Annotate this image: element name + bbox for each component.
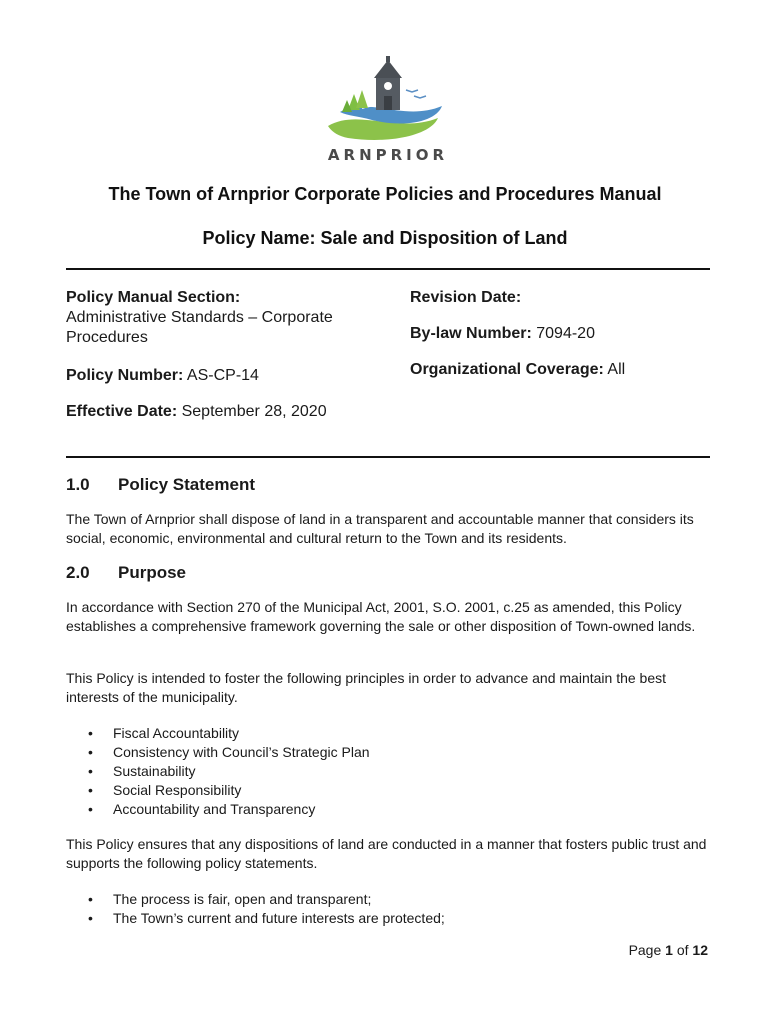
organizational-coverage — [410, 360, 625, 380]
policy-statement-paragraph: The Town of Arnprior shall dispose of land in a transparent and accountable manner that considers its social, economic, environmental and cultural return to the Town and its residents. — [66, 511, 694, 546]
bylaw-value: 7094-20 — [531, 325, 595, 342]
top-divider — [66, 268, 710, 270]
page-current: 1 — [665, 942, 673, 958]
list-item: • Accountability and Transparency — [88, 801, 316, 817]
revision-date — [410, 288, 521, 308]
list-item: • Fiscal Accountability — [88, 725, 240, 741]
policy-number-value: AS-CP-14 — [183, 367, 259, 384]
bullet-icon: • — [88, 910, 93, 926]
section-label: Policy Manual Section: — [66, 289, 241, 306]
bullet-icon: • — [88, 725, 93, 741]
bylaw-number — [410, 324, 595, 344]
bullet-icon: • — [88, 801, 93, 817]
list-item: • The Town’s current and future interests are protected; — [88, 910, 445, 926]
section-number: 1.0 — [66, 475, 90, 494]
bottom-divider — [66, 456, 710, 458]
logo-emblem — [318, 56, 458, 142]
manual-title: The Town of Arnprior Corporate Policies and Procedures Manual — [108, 184, 662, 204]
page-number: Page 1 of 12 — [628, 942, 708, 958]
list-item: • Consistency with Council’s Strategic Plan — [88, 744, 370, 760]
effective-date-label: Effective Date: — [66, 403, 178, 420]
bullet-icon: • — [88, 782, 93, 798]
effective-date-value: September 28, 2020 — [177, 403, 327, 420]
section-number: 2.0 — [66, 563, 90, 582]
logo-wordmark: ARNPRIOR — [327, 146, 449, 164]
principles-list — [86, 724, 370, 819]
bylaw-label: By-law Number: — [410, 325, 532, 342]
page-total: 12 — [692, 942, 708, 958]
list-item: • Social Responsibility — [88, 782, 242, 798]
section-heading-policy-statement — [66, 475, 255, 495]
policy-name: Policy Name: Sale and Disposition of Land — [202, 228, 568, 248]
section-value-line1: Administrative Standards – Corporate — [66, 309, 333, 326]
purpose-paragraph-1: In accordance with Section 270 of the Municipal Act, 2001, S.O. 2001, c.25 as amended, this Policy establishes a comprehensive framework governing the sale or other disposition of Town-owned lands. — [66, 599, 696, 634]
town-logo — [318, 56, 458, 168]
statements-list — [86, 890, 445, 928]
section-title: Purpose — [118, 563, 187, 582]
purpose-paragraph-2: This Policy is intended to foster the following principles in order to advance and maintain the best interests of the municipality. — [66, 670, 667, 705]
revision-date-label: Revision Date: — [410, 289, 522, 306]
coverage-value: All — [603, 361, 626, 378]
section-title: Policy Statement — [118, 475, 255, 494]
section-heading-purpose — [66, 563, 186, 583]
bullet-icon: • — [88, 891, 93, 907]
effective-date — [66, 402, 327, 422]
list-item: • Sustainability — [88, 763, 196, 779]
section-value-line2: Procedures — [66, 329, 148, 346]
purpose-paragraph-3: This Policy ensures that any dispositions of land are conducted in a manner that fosters public trust and supports the following policy statements. — [66, 836, 707, 871]
list-item: • The process is fair, open and transparent; — [88, 891, 372, 907]
coverage-label: Organizational Coverage: — [410, 361, 604, 378]
bullet-icon: • — [88, 763, 93, 779]
policy-number-label: Policy Number: — [66, 367, 184, 384]
bullet-icon: • — [88, 744, 93, 760]
policy-number — [66, 366, 259, 386]
policy-manual-section — [66, 288, 333, 348]
